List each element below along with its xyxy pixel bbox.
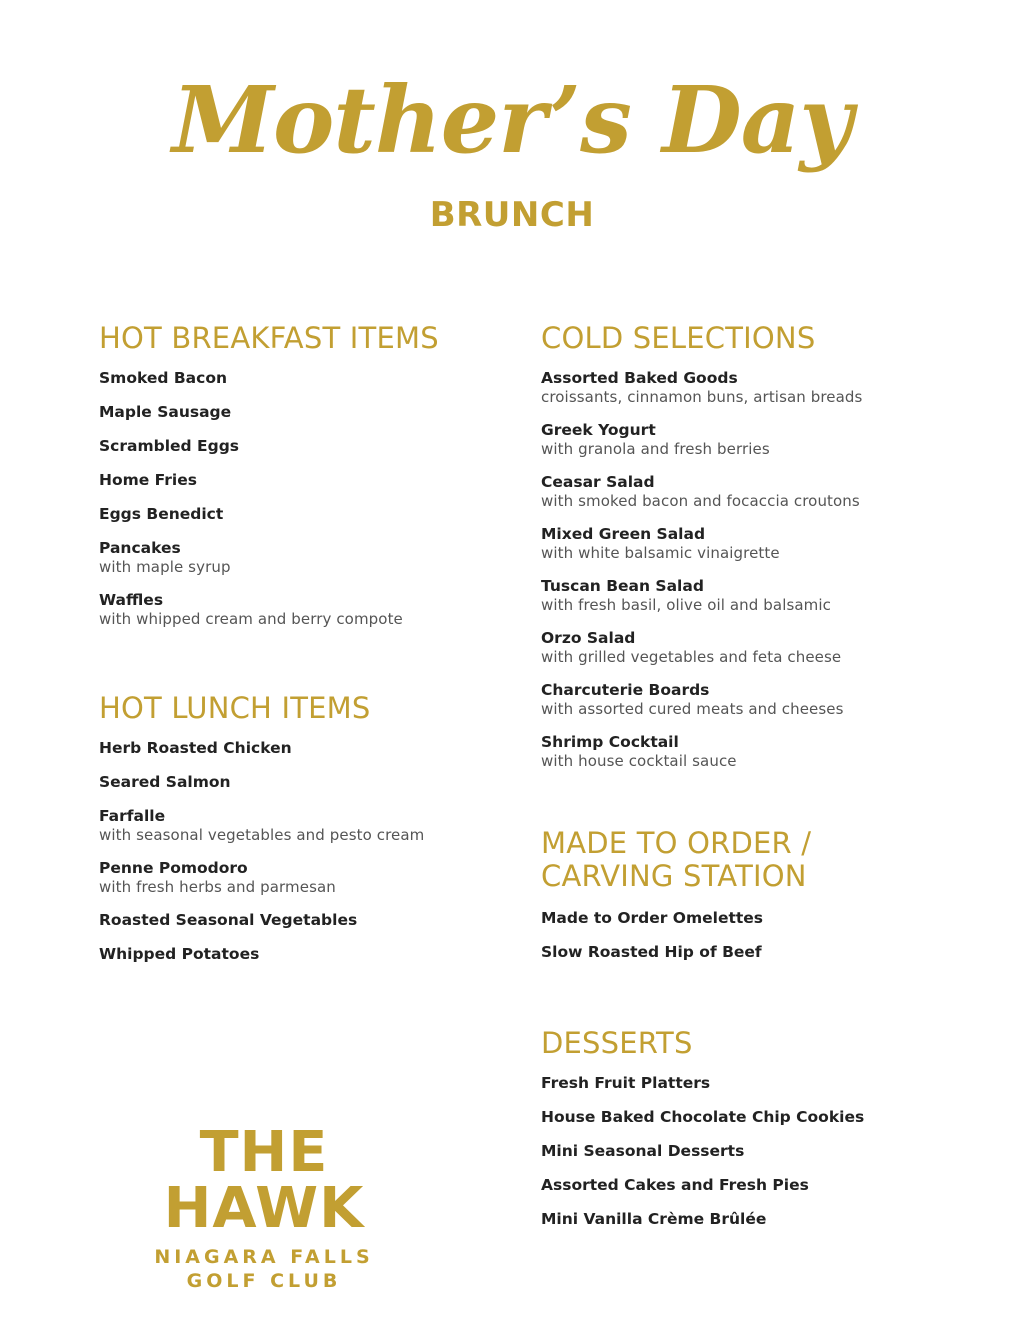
menu-item-name: Charcuterie Boards bbox=[541, 681, 710, 699]
menu-item-name: Slow Roasted Hip of Beef bbox=[541, 943, 762, 961]
menu-item-name: Mixed Green Salad bbox=[541, 525, 706, 543]
logo-line1: NIAGARA FALLS bbox=[154, 1246, 374, 1268]
menu-item-name: Roasted Seasonal Vegetables bbox=[99, 911, 358, 929]
section-title: HOT BREAKFAST ITEMS bbox=[99, 321, 439, 355]
section-desserts bbox=[541, 1027, 864, 1244]
menu-item-name: Shrimp Cocktail bbox=[541, 733, 679, 751]
menu-item bbox=[541, 733, 862, 770]
menu-item-description: with grilled vegetables and feta cheese bbox=[541, 648, 842, 666]
menu-item bbox=[541, 629, 862, 666]
menu-item bbox=[541, 525, 862, 562]
section-title bbox=[541, 827, 811, 893]
menu-item-name: Greek Yogurt bbox=[541, 421, 656, 439]
menu-item bbox=[541, 421, 862, 458]
menu-item bbox=[99, 471, 499, 490]
menu-item bbox=[99, 505, 499, 524]
menu-item bbox=[541, 1108, 864, 1127]
menu-item-name: Assorted Baked Goods bbox=[541, 369, 738, 387]
section-title: DESSERTS bbox=[541, 1026, 693, 1060]
menu-item bbox=[99, 369, 499, 388]
menu-item bbox=[541, 1210, 864, 1229]
menu-item-description: with whipped cream and berry compote bbox=[99, 610, 403, 628]
menu-item bbox=[99, 911, 424, 930]
section-title-line1: MADE TO ORDER / bbox=[541, 826, 812, 860]
logo-line2: GOLF CLUB bbox=[186, 1270, 342, 1292]
menu-item-name: Orzo Salad bbox=[541, 629, 636, 647]
menu-item bbox=[99, 739, 424, 758]
section-cold-selections bbox=[541, 322, 862, 785]
menu-list bbox=[541, 369, 862, 770]
menu-item bbox=[541, 909, 811, 928]
menu-item-description: with granola and fresh berries bbox=[541, 440, 770, 458]
menu-item bbox=[541, 369, 862, 406]
left-column bbox=[99, 321, 499, 963]
menu-title: Mother’s Day bbox=[172, 66, 852, 174]
menu-item bbox=[99, 859, 424, 896]
section-carving-station bbox=[541, 827, 811, 977]
menu-item-name: Fresh Fruit Platters bbox=[541, 1074, 711, 1092]
menu-item-name: Tuscan Bean Salad bbox=[541, 577, 704, 595]
section-hot-breakfast bbox=[99, 322, 499, 628]
menu-item bbox=[541, 1142, 864, 1161]
menu-item bbox=[99, 591, 499, 628]
menu-item-description: with seasonal vegetables and pesto cream bbox=[99, 826, 425, 844]
menu-item-name: Waffles bbox=[99, 591, 164, 609]
menu-item-name: Penne Pomodoro bbox=[99, 859, 248, 877]
menu-item-description: with fresh basil, olive oil and balsamic bbox=[541, 596, 831, 614]
menu-item-name: Assorted Cakes and Fresh Pies bbox=[541, 1176, 809, 1194]
menu-item-description: with house cocktail sauce bbox=[541, 752, 737, 770]
menu-item bbox=[99, 945, 424, 964]
menu-item-name: Mini Seasonal Desserts bbox=[541, 1142, 745, 1160]
menu-item-name: Smoked Bacon bbox=[99, 369, 228, 387]
section-title: HOT LUNCH ITEMS bbox=[99, 691, 371, 725]
menu-item bbox=[541, 943, 811, 962]
menu-item-description: with smoked bacon and focaccia croutons bbox=[541, 492, 860, 510]
menu-item bbox=[99, 437, 499, 456]
menu-list bbox=[541, 909, 811, 962]
menu-item-name: Farfalle bbox=[99, 807, 166, 825]
menu-item bbox=[99, 403, 499, 422]
menu-list bbox=[99, 369, 499, 628]
menu-item-name: Ceasar Salad bbox=[541, 473, 655, 491]
menu-item-name: Home Fries bbox=[99, 471, 197, 489]
menu-item-name: Maple Sausage bbox=[99, 403, 232, 421]
menu-item-name: Pancakes bbox=[99, 539, 181, 557]
menu-item-description: with white balsamic vinaigrette bbox=[541, 544, 780, 562]
menu-list bbox=[541, 1074, 864, 1229]
menu-item-description: with assorted cured meats and cheeses bbox=[541, 700, 844, 718]
menu-item bbox=[541, 1176, 864, 1195]
menu-item-description: with maple syrup bbox=[99, 558, 231, 576]
menu-item-name: Mini Vanilla Crème Brûlée bbox=[541, 1210, 767, 1228]
the-hawk-logo bbox=[99, 1120, 429, 1293]
menu-list bbox=[99, 739, 424, 964]
menu-item-name: Whipped Potatoes bbox=[99, 945, 260, 963]
logo-name: THE HAWK bbox=[163, 1120, 365, 1241]
menu-item-name: Scrambled Eggs bbox=[99, 437, 240, 455]
menu-item bbox=[541, 1074, 864, 1093]
section-title: COLD SELECTIONS bbox=[541, 321, 816, 355]
menu-item-name: Seared Salmon bbox=[99, 773, 231, 791]
menu-item bbox=[541, 681, 862, 718]
menu-item bbox=[99, 807, 424, 844]
menu-item-name: Eggs Benedict bbox=[99, 505, 224, 523]
menu-subtitle: BRUNCH bbox=[429, 195, 595, 235]
menu-item-name: Herb Roasted Chicken bbox=[99, 739, 292, 757]
menu-item-name: Made to Order Omelettes bbox=[541, 909, 764, 927]
menu-item bbox=[99, 773, 424, 792]
menu-item bbox=[541, 473, 862, 510]
menu-item-name: House Baked Chocolate Chip Cookies bbox=[541, 1108, 865, 1126]
section-hot-lunch bbox=[99, 692, 424, 979]
menu-item bbox=[99, 539, 499, 576]
section-title-line2: CARVING STATION bbox=[541, 859, 807, 893]
menu-item-description: with fresh herbs and parmesan bbox=[99, 878, 336, 896]
menu-item-description: croissants, cinnamon buns, artisan breads bbox=[541, 388, 863, 406]
menu-item bbox=[541, 577, 862, 614]
